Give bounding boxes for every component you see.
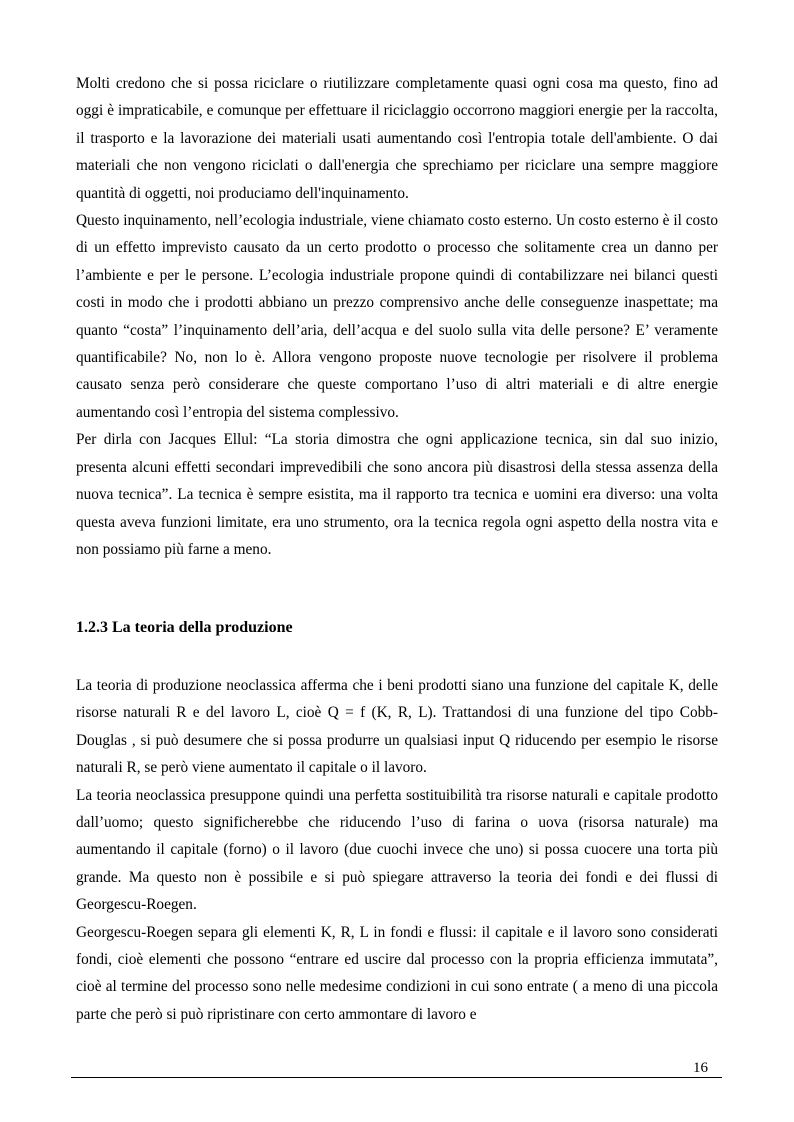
paragraph-funds-and-flows: Georgescu-Roegen separa gli elementi K, R, L in fondi e flussi: il capitale e il lavoro sono considerati fondi, cioè elementi che possono “entrare ed uscire dal processo con la propria efficienza immutata”, cioè al termine del processo sono nelle medesime condizioni in cui sono entrate ( a meno di una piccola parte che però si può ripristinare con certo ammontare di lavoro e — [76, 923, 718, 1023]
paragraph-external-cost: Questo inquinamento, nell’ecologia industriale, viene chiamato costo esterno. Un costo esterno è il costo di un effetto imprevisto causato da un certo prodotto o processo che solitamente crea un danno per l’ambiente e per le persone. L’ecologia industriale propone quindi di contabilizzare nei bilanci questi costi in modo che i prodotti abbiano un prezzo comprensivo anche delle conseguenze inaspettate; ma quanto “costa” l’inquinamento dell’aria, dell’acqua e del suolo sulla vita delle persone? E’ veramente quantificabile? No, non lo è. Allora vengono proposte nuove tecnologie per risolvere il problema causato senza però considerare che queste comportano l’uso di altri materiali e di altre energie aumentando così l’entropia del sistema complessivo. — [76, 212, 718, 421]
paragraph-neoclassical-theory: La teoria di produzione neoclassica afferma che i beni prodotti siano una funzione del capitale K, delle risorse naturali R e del lavoro L, cioè Q = f (K, R, L). Trattandosi di una funzione del tipo Cobb-Douglas , si può desumere che si possa produrre un qualsiasi input Q riducendo per esempio le risorse naturali R, se però viene aumentato il capitale o il lavoro. — [76, 677, 718, 777]
section-heading: 1.2.3 La teoria della produzione — [76, 619, 293, 636]
paragraph-substitutability: La teoria neoclassica presuppone quindi una perfetta sostituibilità tra risorse naturali e capitale prodotto dall’uomo; questo significherebbe che riducendo l’uso di farina o uova (risorsa naturale) ma aumentando il capitale (forno) o il lavoro (due cuochi invece che uno) si possa cuocere una torta più grande. Ma questo non è possibile e si può spiegare attraverso la teoria dei fondi e dei flussi di Georgescu-Roegen. — [76, 786, 718, 914]
paragraph-ellul-quote: Per dirla con Jacques Ellul: “La storia dimostra che ogni applicazione tecnica, sin dal suo inizio, presenta alcuni effetti secondari imprevedibili che sono ancora più disastrosi della stessa assenza della nuova tecnica”. La tecnica è sempre esistita, ma il rapporto tra tecnica e uomini era diverso: una volta questa aveva funzioni limitate, era uno strumento, ora la tecnica regola ogni aspetto della nostra vita e non possiamo più farne a meno. — [76, 431, 718, 558]
paragraph-recycling: Molti credono che si possa riciclare o riutilizzare completamente quasi ogni cosa ma questo, fino ad oggi è impraticabile, e comunque per effettuare il riciclaggio occorrono maggiori energie per la raccolta, il trasporto e la lavorazione dei materiali usati aumentando così l'entropia totale dell'ambiente. O dai materiali che non vengono riciclati o dall'energia che sprechiamo per riciclare una sempre maggiore quantità di oggetti, noi produciamo dell'inquinamento. — [76, 75, 718, 202]
text-block-top — [76, 70, 718, 563]
footer-divider — [71, 1077, 722, 1078]
page-number: 16 — [693, 1060, 708, 1076]
text-block-bottom — [76, 672, 718, 1028]
